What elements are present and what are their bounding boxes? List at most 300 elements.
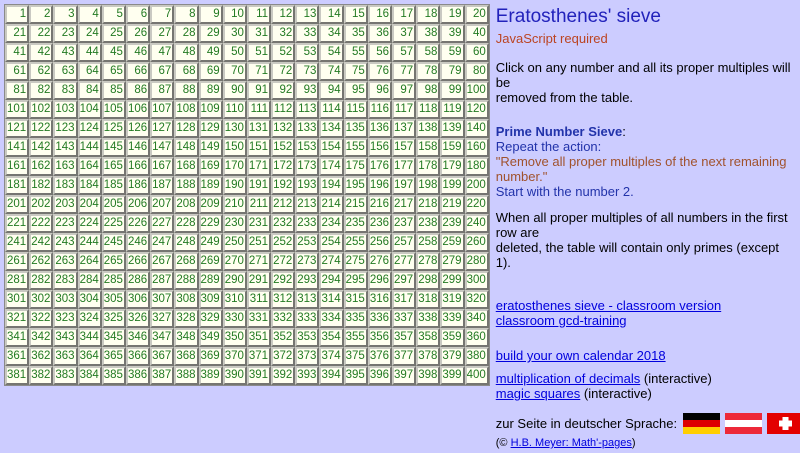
number-cell[interactable]: 159 bbox=[440, 138, 464, 157]
number-cell[interactable]: 298 bbox=[416, 271, 440, 290]
number-cell[interactable]: 347 bbox=[150, 328, 174, 347]
number-cell[interactable]: 304 bbox=[78, 290, 102, 309]
number-cell[interactable]: 232 bbox=[271, 214, 295, 233]
number-cell[interactable]: 353 bbox=[295, 328, 319, 347]
number-cell[interactable]: 196 bbox=[368, 176, 392, 195]
number-cell[interactable]: 22 bbox=[29, 24, 53, 43]
number-cell[interactable]: 355 bbox=[344, 328, 368, 347]
number-cell[interactable]: 236 bbox=[368, 214, 392, 233]
number-cell[interactable]: 10 bbox=[223, 5, 247, 24]
number-cell[interactable]: 387 bbox=[150, 366, 174, 385]
number-cell[interactable]: 15 bbox=[344, 5, 368, 24]
number-cell[interactable]: 396 bbox=[368, 366, 392, 385]
number-cell[interactable]: 281 bbox=[5, 271, 29, 290]
number-cell[interactable]: 67 bbox=[150, 62, 174, 81]
number-cell[interactable]: 2 bbox=[29, 5, 53, 24]
number-cell[interactable]: 290 bbox=[223, 271, 247, 290]
number-cell[interactable]: 53 bbox=[295, 43, 319, 62]
number-cell[interactable]: 3 bbox=[53, 5, 77, 24]
number-cell[interactable]: 63 bbox=[53, 62, 77, 81]
number-cell[interactable]: 348 bbox=[174, 328, 198, 347]
number-cell[interactable]: 359 bbox=[440, 328, 464, 347]
number-cell[interactable]: 225 bbox=[102, 214, 126, 233]
number-cell[interactable]: 153 bbox=[295, 138, 319, 157]
number-cell[interactable]: 51 bbox=[247, 43, 271, 62]
number-cell[interactable]: 32 bbox=[271, 24, 295, 43]
number-cell[interactable]: 25 bbox=[102, 24, 126, 43]
number-cell[interactable]: 262 bbox=[29, 252, 53, 271]
number-cell[interactable]: 222 bbox=[29, 214, 53, 233]
number-cell[interactable]: 170 bbox=[223, 157, 247, 176]
number-cell[interactable]: 45 bbox=[102, 43, 126, 62]
number-cell[interactable]: 399 bbox=[440, 366, 464, 385]
number-cell[interactable]: 16 bbox=[368, 5, 392, 24]
number-cell[interactable]: 257 bbox=[392, 233, 416, 252]
number-cell[interactable]: 17 bbox=[392, 5, 416, 24]
number-cell[interactable]: 105 bbox=[102, 100, 126, 119]
germany-flag-link[interactable] bbox=[683, 413, 720, 434]
number-cell[interactable]: 308 bbox=[174, 290, 198, 309]
number-cell[interactable]: 168 bbox=[174, 157, 198, 176]
number-cell[interactable]: 273 bbox=[295, 252, 319, 271]
number-cell[interactable]: 395 bbox=[344, 366, 368, 385]
number-cell[interactable]: 364 bbox=[78, 347, 102, 366]
number-cell[interactable]: 296 bbox=[368, 271, 392, 290]
number-cell[interactable]: 144 bbox=[78, 138, 102, 157]
number-cell[interactable]: 135 bbox=[344, 119, 368, 138]
number-cell[interactable]: 224 bbox=[78, 214, 102, 233]
number-cell[interactable]: 215 bbox=[344, 195, 368, 214]
number-cell[interactable]: 209 bbox=[199, 195, 223, 214]
number-cell[interactable]: 38 bbox=[416, 24, 440, 43]
number-cell[interactable]: 108 bbox=[174, 100, 198, 119]
number-cell[interactable]: 14 bbox=[319, 5, 343, 24]
number-cell[interactable]: 373 bbox=[295, 347, 319, 366]
number-cell[interactable]: 314 bbox=[319, 290, 343, 309]
number-cell[interactable]: 390 bbox=[223, 366, 247, 385]
number-cell[interactable]: 95 bbox=[344, 81, 368, 100]
number-cell[interactable]: 338 bbox=[416, 309, 440, 328]
number-cell[interactable]: 137 bbox=[392, 119, 416, 138]
number-cell[interactable]: 47 bbox=[150, 43, 174, 62]
number-cell[interactable]: 249 bbox=[199, 233, 223, 252]
number-cell[interactable]: 319 bbox=[440, 290, 464, 309]
number-cell[interactable]: 1 bbox=[5, 5, 29, 24]
number-cell[interactable]: 113 bbox=[295, 100, 319, 119]
number-cell[interactable]: 375 bbox=[344, 347, 368, 366]
number-cell[interactable]: 369 bbox=[199, 347, 223, 366]
link[interactable]: eratosthenes sieve - classroom version bbox=[495, 298, 722, 313]
number-cell[interactable]: 158 bbox=[416, 138, 440, 157]
number-cell[interactable]: 317 bbox=[392, 290, 416, 309]
number-cell[interactable]: 46 bbox=[126, 43, 150, 62]
number-cell[interactable]: 89 bbox=[199, 81, 223, 100]
number-cell[interactable]: 74 bbox=[319, 62, 343, 81]
number-cell[interactable]: 200 bbox=[465, 176, 489, 195]
number-cell[interactable]: 186 bbox=[126, 176, 150, 195]
number-cell[interactable]: 267 bbox=[150, 252, 174, 271]
number-cell[interactable]: 229 bbox=[199, 214, 223, 233]
number-cell[interactable]: 132 bbox=[271, 119, 295, 138]
number-cell[interactable]: 269 bbox=[199, 252, 223, 271]
number-cell[interactable]: 136 bbox=[368, 119, 392, 138]
number-cell[interactable]: 131 bbox=[247, 119, 271, 138]
number-cell[interactable]: 169 bbox=[199, 157, 223, 176]
number-cell[interactable]: 217 bbox=[392, 195, 416, 214]
number-cell[interactable]: 167 bbox=[150, 157, 174, 176]
number-cell[interactable]: 256 bbox=[368, 233, 392, 252]
number-cell[interactable]: 123 bbox=[53, 119, 77, 138]
number-cell[interactable]: 372 bbox=[271, 347, 295, 366]
number-cell[interactable]: 274 bbox=[319, 252, 343, 271]
number-cell[interactable]: 57 bbox=[392, 43, 416, 62]
number-cell[interactable]: 92 bbox=[271, 81, 295, 100]
number-cell[interactable]: 100 bbox=[465, 81, 489, 100]
number-cell[interactable]: 241 bbox=[5, 233, 29, 252]
number-cell[interactable]: 248 bbox=[174, 233, 198, 252]
number-cell[interactable]: 112 bbox=[271, 100, 295, 119]
number-cell[interactable]: 374 bbox=[319, 347, 343, 366]
number-cell[interactable]: 318 bbox=[416, 290, 440, 309]
number-cell[interactable]: 98 bbox=[416, 81, 440, 100]
number-cell[interactable]: 190 bbox=[223, 176, 247, 195]
number-cell[interactable]: 42 bbox=[29, 43, 53, 62]
number-cell[interactable]: 327 bbox=[150, 309, 174, 328]
number-cell[interactable]: 188 bbox=[174, 176, 198, 195]
number-cell[interactable]: 34 bbox=[319, 24, 343, 43]
number-cell[interactable]: 40 bbox=[465, 24, 489, 43]
number-cell[interactable]: 214 bbox=[319, 195, 343, 214]
number-cell[interactable]: 171 bbox=[247, 157, 271, 176]
number-cell[interactable]: 110 bbox=[223, 100, 247, 119]
number-cell[interactable]: 272 bbox=[271, 252, 295, 271]
number-cell[interactable]: 93 bbox=[295, 81, 319, 100]
number-cell[interactable]: 111 bbox=[247, 100, 271, 119]
number-cell[interactable]: 208 bbox=[174, 195, 198, 214]
number-cell[interactable]: 365 bbox=[102, 347, 126, 366]
number-cell[interactable]: 116 bbox=[368, 100, 392, 119]
number-cell[interactable]: 358 bbox=[416, 328, 440, 347]
number-cell[interactable]: 253 bbox=[295, 233, 319, 252]
number-cell[interactable]: 201 bbox=[5, 195, 29, 214]
number-cell[interactable]: 183 bbox=[53, 176, 77, 195]
number-cell[interactable]: 8 bbox=[174, 5, 198, 24]
link[interactable]: magic squares bbox=[495, 386, 581, 401]
number-cell[interactable]: 334 bbox=[319, 309, 343, 328]
number-cell[interactable]: 163 bbox=[53, 157, 77, 176]
number-cell[interactable]: 288 bbox=[174, 271, 198, 290]
number-cell[interactable]: 56 bbox=[368, 43, 392, 62]
number-cell[interactable]: 4 bbox=[78, 5, 102, 24]
number-cell[interactable]: 302 bbox=[29, 290, 53, 309]
number-cell[interactable]: 211 bbox=[247, 195, 271, 214]
number-cell[interactable]: 246 bbox=[126, 233, 150, 252]
number-cell[interactable]: 370 bbox=[223, 347, 247, 366]
number-cell[interactable]: 354 bbox=[319, 328, 343, 347]
number-cell[interactable]: 29 bbox=[199, 24, 223, 43]
number-cell[interactable]: 107 bbox=[150, 100, 174, 119]
number-cell[interactable]: 333 bbox=[295, 309, 319, 328]
number-cell[interactable]: 161 bbox=[5, 157, 29, 176]
number-cell[interactable]: 65 bbox=[102, 62, 126, 81]
number-cell[interactable]: 58 bbox=[416, 43, 440, 62]
number-cell[interactable]: 24 bbox=[78, 24, 102, 43]
number-cell[interactable]: 400 bbox=[465, 366, 489, 385]
number-cell[interactable]: 77 bbox=[392, 62, 416, 81]
number-cell[interactable]: 30 bbox=[223, 24, 247, 43]
number-cell[interactable]: 197 bbox=[392, 176, 416, 195]
number-cell[interactable]: 287 bbox=[150, 271, 174, 290]
number-cell[interactable]: 205 bbox=[102, 195, 126, 214]
number-cell[interactable]: 128 bbox=[174, 119, 198, 138]
number-cell[interactable]: 378 bbox=[416, 347, 440, 366]
number-cell[interactable]: 79 bbox=[440, 62, 464, 81]
number-cell[interactable]: 114 bbox=[319, 100, 343, 119]
number-cell[interactable]: 11 bbox=[247, 5, 271, 24]
number-cell[interactable]: 151 bbox=[247, 138, 271, 157]
number-cell[interactable]: 152 bbox=[271, 138, 295, 157]
number-cell[interactable]: 331 bbox=[247, 309, 271, 328]
number-cell[interactable]: 194 bbox=[319, 176, 343, 195]
number-cell[interactable]: 36 bbox=[368, 24, 392, 43]
number-cell[interactable]: 173 bbox=[295, 157, 319, 176]
number-cell[interactable]: 82 bbox=[29, 81, 53, 100]
number-cell[interactable]: 362 bbox=[29, 347, 53, 366]
number-cell[interactable]: 344 bbox=[78, 328, 102, 347]
number-cell[interactable]: 7 bbox=[150, 5, 174, 24]
number-cell[interactable]: 254 bbox=[319, 233, 343, 252]
number-cell[interactable]: 52 bbox=[271, 43, 295, 62]
number-cell[interactable]: 81 bbox=[5, 81, 29, 100]
number-cell[interactable]: 307 bbox=[150, 290, 174, 309]
number-cell[interactable]: 238 bbox=[416, 214, 440, 233]
number-cell[interactable]: 185 bbox=[102, 176, 126, 195]
number-cell[interactable]: 118 bbox=[416, 100, 440, 119]
number-cell[interactable]: 392 bbox=[271, 366, 295, 385]
number-cell[interactable]: 61 bbox=[5, 62, 29, 81]
number-cell[interactable]: 268 bbox=[174, 252, 198, 271]
number-cell[interactable]: 191 bbox=[247, 176, 271, 195]
number-cell[interactable]: 346 bbox=[126, 328, 150, 347]
number-cell[interactable]: 367 bbox=[150, 347, 174, 366]
number-cell[interactable]: 279 bbox=[440, 252, 464, 271]
number-cell[interactable]: 341 bbox=[5, 328, 29, 347]
number-cell[interactable]: 255 bbox=[344, 233, 368, 252]
link[interactable]: build your own calendar 2018 bbox=[495, 348, 666, 363]
number-cell[interactable]: 70 bbox=[223, 62, 247, 81]
number-cell[interactable]: 39 bbox=[440, 24, 464, 43]
number-cell[interactable]: 263 bbox=[53, 252, 77, 271]
number-cell[interactable]: 182 bbox=[29, 176, 53, 195]
number-cell[interactable]: 335 bbox=[344, 309, 368, 328]
number-cell[interactable]: 219 bbox=[440, 195, 464, 214]
number-cell[interactable]: 321 bbox=[5, 309, 29, 328]
number-cell[interactable]: 49 bbox=[199, 43, 223, 62]
number-cell[interactable]: 220 bbox=[465, 195, 489, 214]
number-cell[interactable]: 218 bbox=[416, 195, 440, 214]
number-cell[interactable]: 85 bbox=[102, 81, 126, 100]
number-cell[interactable]: 76 bbox=[368, 62, 392, 81]
number-cell[interactable]: 178 bbox=[416, 157, 440, 176]
number-cell[interactable]: 251 bbox=[247, 233, 271, 252]
number-cell[interactable]: 71 bbox=[247, 62, 271, 81]
number-cell[interactable]: 301 bbox=[5, 290, 29, 309]
number-cell[interactable]: 244 bbox=[78, 233, 102, 252]
number-cell[interactable]: 337 bbox=[392, 309, 416, 328]
number-cell[interactable]: 28 bbox=[174, 24, 198, 43]
number-cell[interactable]: 278 bbox=[416, 252, 440, 271]
number-cell[interactable]: 366 bbox=[126, 347, 150, 366]
number-cell[interactable]: 252 bbox=[271, 233, 295, 252]
number-cell[interactable]: 187 bbox=[150, 176, 174, 195]
number-cell[interactable]: 27 bbox=[150, 24, 174, 43]
number-cell[interactable]: 357 bbox=[392, 328, 416, 347]
number-cell[interactable]: 259 bbox=[440, 233, 464, 252]
number-cell[interactable]: 384 bbox=[78, 366, 102, 385]
number-cell[interactable]: 155 bbox=[344, 138, 368, 157]
number-cell[interactable]: 97 bbox=[392, 81, 416, 100]
number-cell[interactable]: 104 bbox=[78, 100, 102, 119]
number-cell[interactable]: 213 bbox=[295, 195, 319, 214]
number-cell[interactable]: 59 bbox=[440, 43, 464, 62]
number-cell[interactable]: 379 bbox=[440, 347, 464, 366]
number-cell[interactable]: 380 bbox=[465, 347, 489, 366]
number-cell[interactable]: 351 bbox=[247, 328, 271, 347]
number-cell[interactable]: 43 bbox=[53, 43, 77, 62]
number-cell[interactable]: 60 bbox=[465, 43, 489, 62]
number-cell[interactable]: 99 bbox=[440, 81, 464, 100]
number-cell[interactable]: 119 bbox=[440, 100, 464, 119]
number-cell[interactable]: 326 bbox=[126, 309, 150, 328]
number-cell[interactable]: 127 bbox=[150, 119, 174, 138]
number-cell[interactable]: 265 bbox=[102, 252, 126, 271]
number-cell[interactable]: 306 bbox=[126, 290, 150, 309]
number-cell[interactable]: 397 bbox=[392, 366, 416, 385]
number-cell[interactable]: 140 bbox=[465, 119, 489, 138]
number-cell[interactable]: 73 bbox=[295, 62, 319, 81]
number-cell[interactable]: 391 bbox=[247, 366, 271, 385]
number-cell[interactable]: 206 bbox=[126, 195, 150, 214]
number-cell[interactable]: 179 bbox=[440, 157, 464, 176]
number-cell[interactable]: 147 bbox=[150, 138, 174, 157]
number-cell[interactable]: 231 bbox=[247, 214, 271, 233]
number-cell[interactable]: 64 bbox=[78, 62, 102, 81]
number-cell[interactable]: 83 bbox=[53, 81, 77, 100]
number-cell[interactable]: 149 bbox=[199, 138, 223, 157]
number-cell[interactable]: 339 bbox=[440, 309, 464, 328]
number-cell[interactable]: 322 bbox=[29, 309, 53, 328]
number-cell[interactable]: 210 bbox=[223, 195, 247, 214]
number-cell[interactable]: 295 bbox=[344, 271, 368, 290]
number-cell[interactable]: 5 bbox=[102, 5, 126, 24]
number-cell[interactable]: 336 bbox=[368, 309, 392, 328]
number-cell[interactable]: 141 bbox=[5, 138, 29, 157]
number-cell[interactable]: 139 bbox=[440, 119, 464, 138]
number-cell[interactable]: 134 bbox=[319, 119, 343, 138]
number-cell[interactable]: 382 bbox=[29, 366, 53, 385]
number-cell[interactable]: 35 bbox=[344, 24, 368, 43]
number-cell[interactable]: 23 bbox=[53, 24, 77, 43]
number-cell[interactable]: 150 bbox=[223, 138, 247, 157]
number-cell[interactable]: 310 bbox=[223, 290, 247, 309]
number-cell[interactable]: 275 bbox=[344, 252, 368, 271]
number-cell[interactable]: 385 bbox=[102, 366, 126, 385]
number-cell[interactable]: 164 bbox=[78, 157, 102, 176]
number-cell[interactable]: 138 bbox=[416, 119, 440, 138]
number-cell[interactable]: 117 bbox=[392, 100, 416, 119]
number-cell[interactable]: 292 bbox=[271, 271, 295, 290]
number-cell[interactable]: 165 bbox=[102, 157, 126, 176]
number-cell[interactable]: 245 bbox=[102, 233, 126, 252]
number-cell[interactable]: 207 bbox=[150, 195, 174, 214]
number-cell[interactable]: 91 bbox=[247, 81, 271, 100]
number-cell[interactable]: 133 bbox=[295, 119, 319, 138]
number-cell[interactable]: 41 bbox=[5, 43, 29, 62]
number-cell[interactable]: 148 bbox=[174, 138, 198, 157]
number-cell[interactable]: 223 bbox=[53, 214, 77, 233]
number-cell[interactable]: 235 bbox=[344, 214, 368, 233]
number-cell[interactable]: 313 bbox=[295, 290, 319, 309]
number-cell[interactable]: 66 bbox=[126, 62, 150, 81]
number-cell[interactable]: 195 bbox=[344, 176, 368, 195]
number-cell[interactable]: 239 bbox=[440, 214, 464, 233]
number-cell[interactable]: 102 bbox=[29, 100, 53, 119]
number-cell[interactable]: 216 bbox=[368, 195, 392, 214]
number-cell[interactable]: 328 bbox=[174, 309, 198, 328]
number-cell[interactable]: 203 bbox=[53, 195, 77, 214]
number-cell[interactable]: 226 bbox=[126, 214, 150, 233]
number-cell[interactable]: 78 bbox=[416, 62, 440, 81]
number-cell[interactable]: 393 bbox=[295, 366, 319, 385]
number-cell[interactable]: 145 bbox=[102, 138, 126, 157]
number-cell[interactable]: 184 bbox=[78, 176, 102, 195]
number-cell[interactable]: 94 bbox=[319, 81, 343, 100]
number-cell[interactable]: 26 bbox=[126, 24, 150, 43]
number-cell[interactable]: 180 bbox=[465, 157, 489, 176]
number-cell[interactable]: 9 bbox=[199, 5, 223, 24]
number-cell[interactable]: 125 bbox=[102, 119, 126, 138]
number-cell[interactable]: 289 bbox=[199, 271, 223, 290]
switzerland-flag-link[interactable] bbox=[767, 413, 800, 434]
number-cell[interactable]: 324 bbox=[78, 309, 102, 328]
number-cell[interactable]: 398 bbox=[416, 366, 440, 385]
number-cell[interactable]: 280 bbox=[465, 252, 489, 271]
number-cell[interactable]: 309 bbox=[199, 290, 223, 309]
number-cell[interactable]: 332 bbox=[271, 309, 295, 328]
number-cell[interactable]: 90 bbox=[223, 81, 247, 100]
number-cell[interactable]: 242 bbox=[29, 233, 53, 252]
number-cell[interactable]: 371 bbox=[247, 347, 271, 366]
number-cell[interactable]: 293 bbox=[295, 271, 319, 290]
number-cell[interactable]: 343 bbox=[53, 328, 77, 347]
number-cell[interactable]: 261 bbox=[5, 252, 29, 271]
number-cell[interactable]: 297 bbox=[392, 271, 416, 290]
number-cell[interactable]: 96 bbox=[368, 81, 392, 100]
number-cell[interactable]: 228 bbox=[174, 214, 198, 233]
number-cell[interactable]: 142 bbox=[29, 138, 53, 157]
number-cell[interactable]: 330 bbox=[223, 309, 247, 328]
number-cell[interactable]: 202 bbox=[29, 195, 53, 214]
number-cell[interactable]: 383 bbox=[53, 366, 77, 385]
number-cell[interactable]: 192 bbox=[271, 176, 295, 195]
number-cell[interactable]: 303 bbox=[53, 290, 77, 309]
number-cell[interactable]: 55 bbox=[344, 43, 368, 62]
number-cell[interactable]: 394 bbox=[319, 366, 343, 385]
number-cell[interactable]: 221 bbox=[5, 214, 29, 233]
number-cell[interactable]: 157 bbox=[392, 138, 416, 157]
number-cell[interactable]: 122 bbox=[29, 119, 53, 138]
number-cell[interactable]: 233 bbox=[295, 214, 319, 233]
